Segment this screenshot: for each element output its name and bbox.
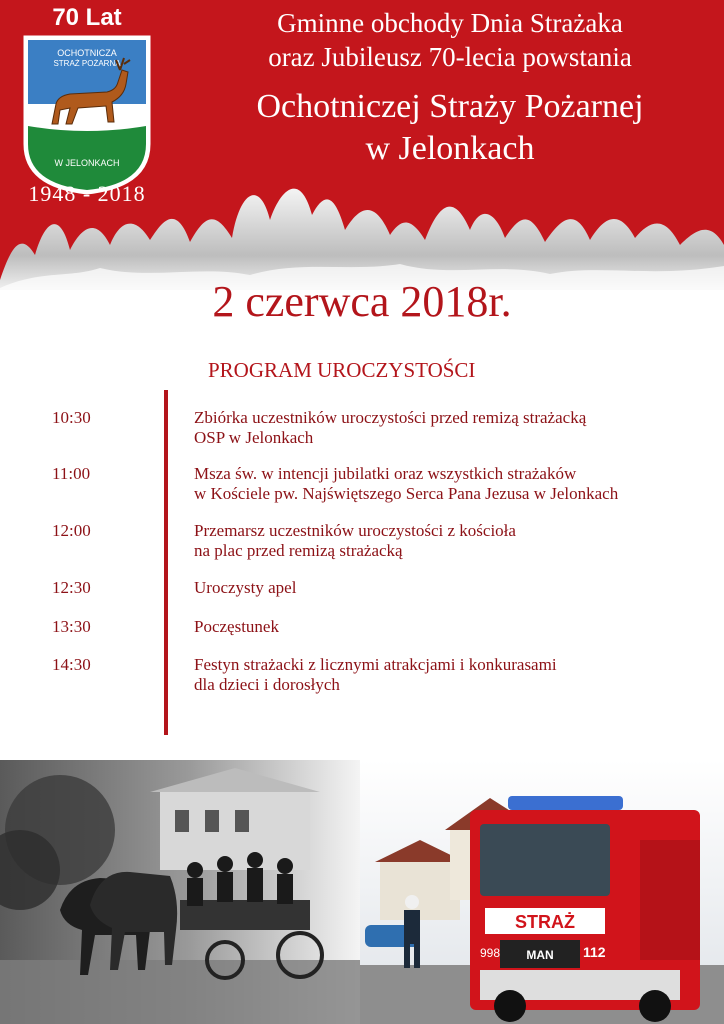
header-line4: w Jelonkach	[365, 130, 535, 167]
header-line2: oraz Jubileusz 70-lecia powstania	[268, 42, 632, 72]
program-title: PROGRAM UROCZYSTOŚCI	[208, 358, 476, 382]
horse-cart-photo	[0, 760, 380, 1024]
svg-text:W JELONKACH: W JELONKACH	[54, 158, 120, 168]
svg-text:STRAŻ POŻARNA: STRAŻ POŻARNA	[53, 59, 121, 68]
program-text: Festyn strażacki z licznymi atrakcjami i konkurasami	[194, 655, 557, 674]
program-text: Uroczysty apel	[194, 578, 297, 597]
program-text: Przemarsz uczestników uroczystości z kościoła	[194, 521, 516, 540]
program-text: dla dzieci i dorosłych	[194, 675, 340, 694]
program-text: Poczęstunek	[194, 617, 279, 636]
program-text: Zbiórka uczestników uroczystości przed remizą strażacką	[194, 408, 587, 427]
program-time: 12:00	[52, 521, 91, 540]
truck-plate: 998	[480, 946, 501, 960]
header-line1: Gminne obchody Dnia Strażaka	[277, 8, 623, 38]
badge-years-label: 1948 - 2018	[28, 181, 146, 206]
truck-brand: MAN	[526, 948, 554, 962]
event-date: 2 czerwca 2018r.	[212, 277, 512, 326]
badge-age-label: 70 Lat	[52, 4, 122, 31]
program-text: OSP w Jelonkach	[194, 428, 314, 447]
program-text: Msza św. w intencji jubilatki oraz wszystkich strażaków	[194, 464, 577, 483]
program-time: 12:30	[52, 578, 91, 597]
program-time: 10:30	[52, 408, 91, 427]
program-time: 11:00	[52, 464, 91, 483]
fire-truck-image	[360, 760, 724, 1024]
program-text: w Kościele pw. Najświętszego Serca Pana Jezusa w Jelonkach	[194, 484, 619, 503]
photo-collage	[0, 760, 724, 1024]
header-line3: Ochotniczej Straży Pożarnej	[256, 88, 644, 125]
truck-number: 112	[583, 944, 606, 960]
program-divider	[164, 390, 168, 735]
truck-label: STRAŻ	[515, 912, 575, 932]
program-time: 13:30	[52, 617, 91, 636]
program-text: na plac przed remizą strażacką	[194, 541, 403, 560]
program-time: 14:30	[52, 655, 91, 674]
svg-text:OCHOTNICZA: OCHOTNICZA	[57, 48, 117, 58]
header-banner	[0, 0, 724, 290]
